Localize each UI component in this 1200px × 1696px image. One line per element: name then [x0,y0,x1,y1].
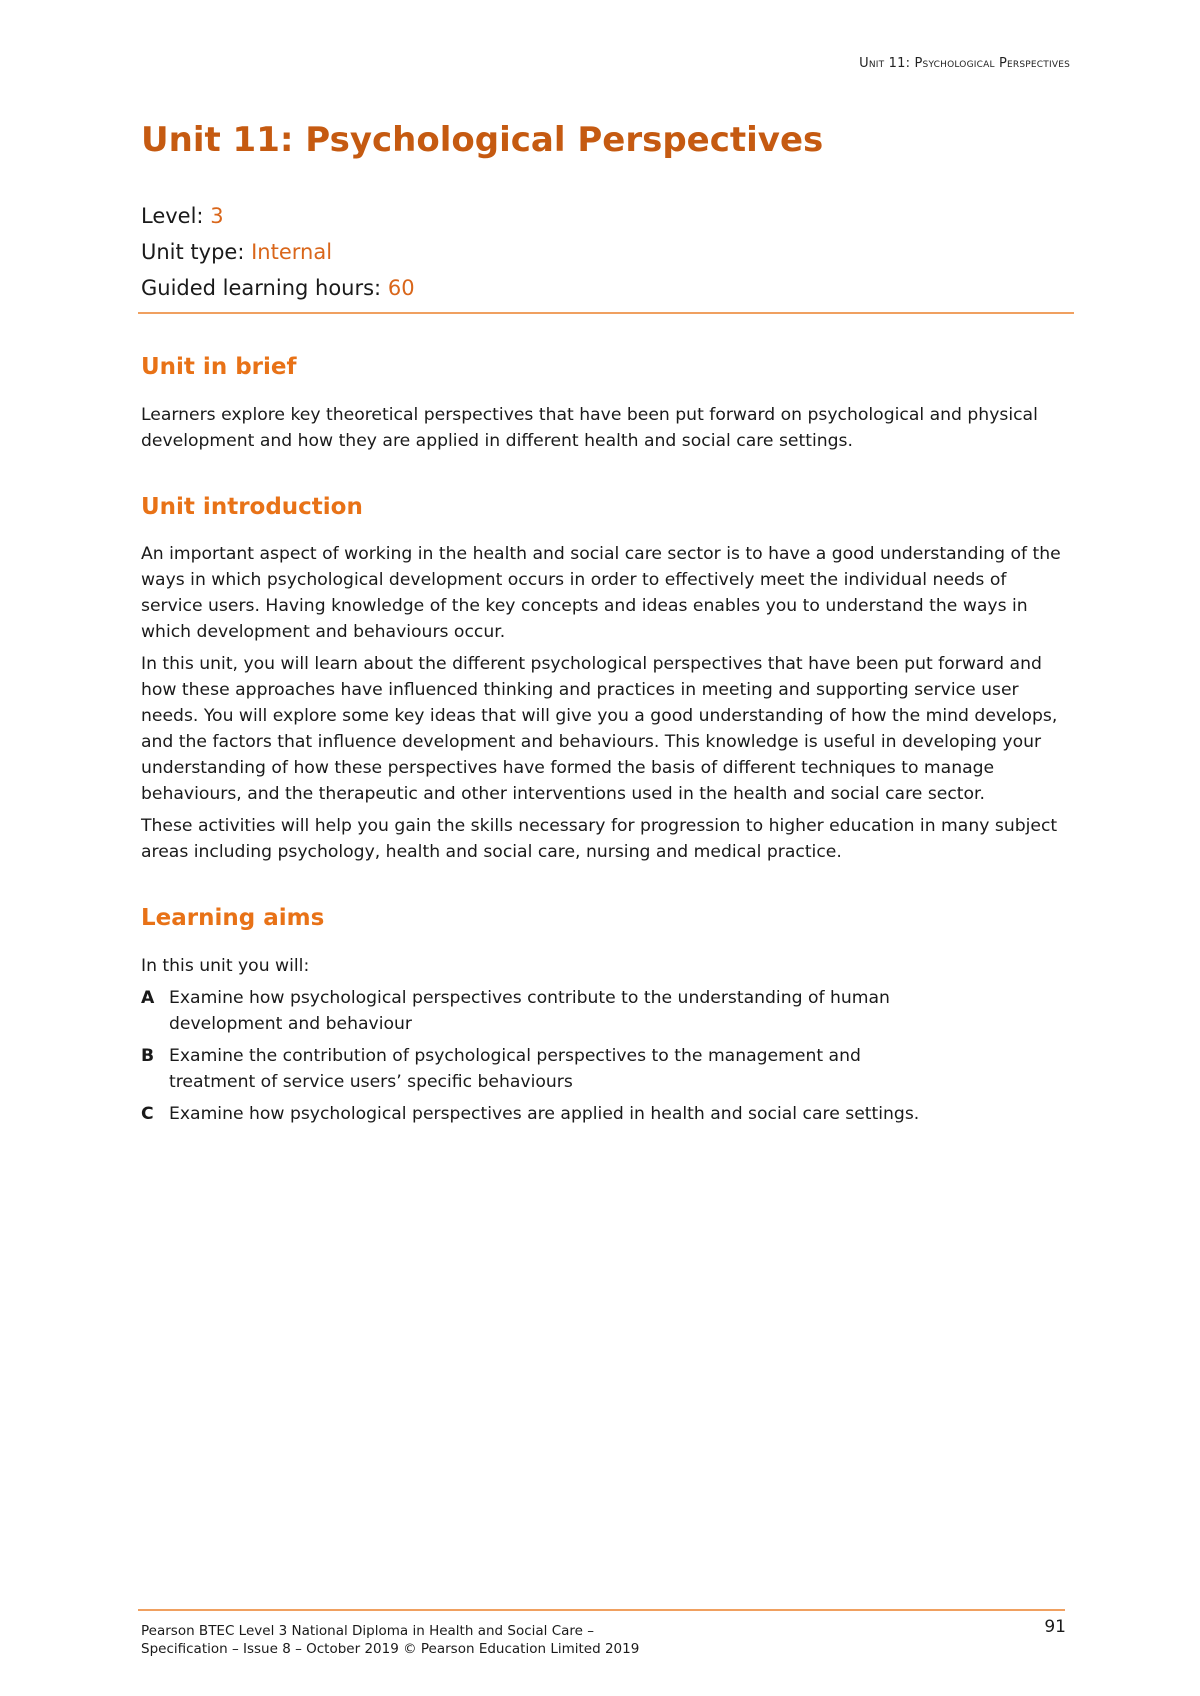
aim-text: Examine how psychological perspectives are applied in health and social care settings. [169,1103,920,1124]
footer-text [141,1622,639,1658]
aim-letter: C [141,1103,154,1124]
page-content [141,118,1071,1133]
learning-aims-heading: Learning aims [141,905,325,932]
learning-aim-a [141,985,931,1037]
meta-glh-value: 60 [387,276,415,301]
aim-letter: B [141,1045,155,1066]
learning-aim-b [141,1043,931,1095]
meta-level [141,198,1071,234]
footer-line-2: Specification – Issue 8 – October 2019 © Pearson Education Limited 2019 [141,1641,640,1657]
unit-introduction-heading: Unit introduction [141,493,363,520]
learning-aims-intro: In this unit you will: [141,955,310,976]
learning-aim-c [141,1101,931,1127]
intro-paragraph-1: An important aspect of working in the health and social care sector is to have a good understanding of the ways in which psychological development occurs in order to effectively meet the individual needs of service users. Having knowledge of the key concepts and ideas enables you to understand the ways in which development and behaviours occur. [141,544,1061,643]
unit-meta [141,198,1071,314]
aim-letter: A [141,987,155,1008]
intro-paragraph-3: These activities will help you gain the skills necessary for progression to higher education in many subject areas including psychology, health and social care, nursing and medical practice. [141,816,1058,863]
unit-in-brief-heading: Unit in brief [141,354,297,381]
meta-glh [141,270,1071,306]
intro-paragraph-2: In this unit, you will learn about the different psychological perspectives that have been put forward and how these approaches have influenced thinking and practices in meeting and supporting service user needs. You will explore some key ideas that will give you a good understanding of how the mind develops, and the factors that influence development and behaviours. This knowledge is useful in developing your understanding of how these perspectives have formed the basis of different techniques to manage behaviours, and the therapeutic and other interventions used in the health and social care sector. [141,654,1058,805]
meta-unit-type-label: Unit type: [141,240,245,265]
page-title: Unit 11: Psychological Perspectives [141,120,824,160]
running-header: Unit 11: Psychological Perspectives [859,56,1070,71]
page-number: 91 [1044,1617,1066,1637]
footer-line-1: Pearson BTEC Level 3 National Diploma in Health and Social Care – [141,1623,595,1639]
meta-unit-type-value: Internal [251,240,333,265]
meta-unit-type [141,234,1071,270]
meta-level-value: 3 [210,204,224,229]
meta-divider [138,312,1074,314]
meta-glh-label: Guided learning hours: [141,276,382,301]
aim-text: Examine the contribution of psychological perspectives to the management and treatment of service users’ specific behaviours [169,1045,861,1092]
aim-text: Examine how psychological perspectives contribute to the understanding of human development and behaviour [169,987,890,1034]
unit-in-brief-text: Learners explore key theoretical perspectives that have been put forward on psychological and physical development and how they are applied in different health and social care settings. [141,404,1038,451]
footer-divider [138,1609,1065,1611]
meta-level-label: Level: [141,204,204,229]
